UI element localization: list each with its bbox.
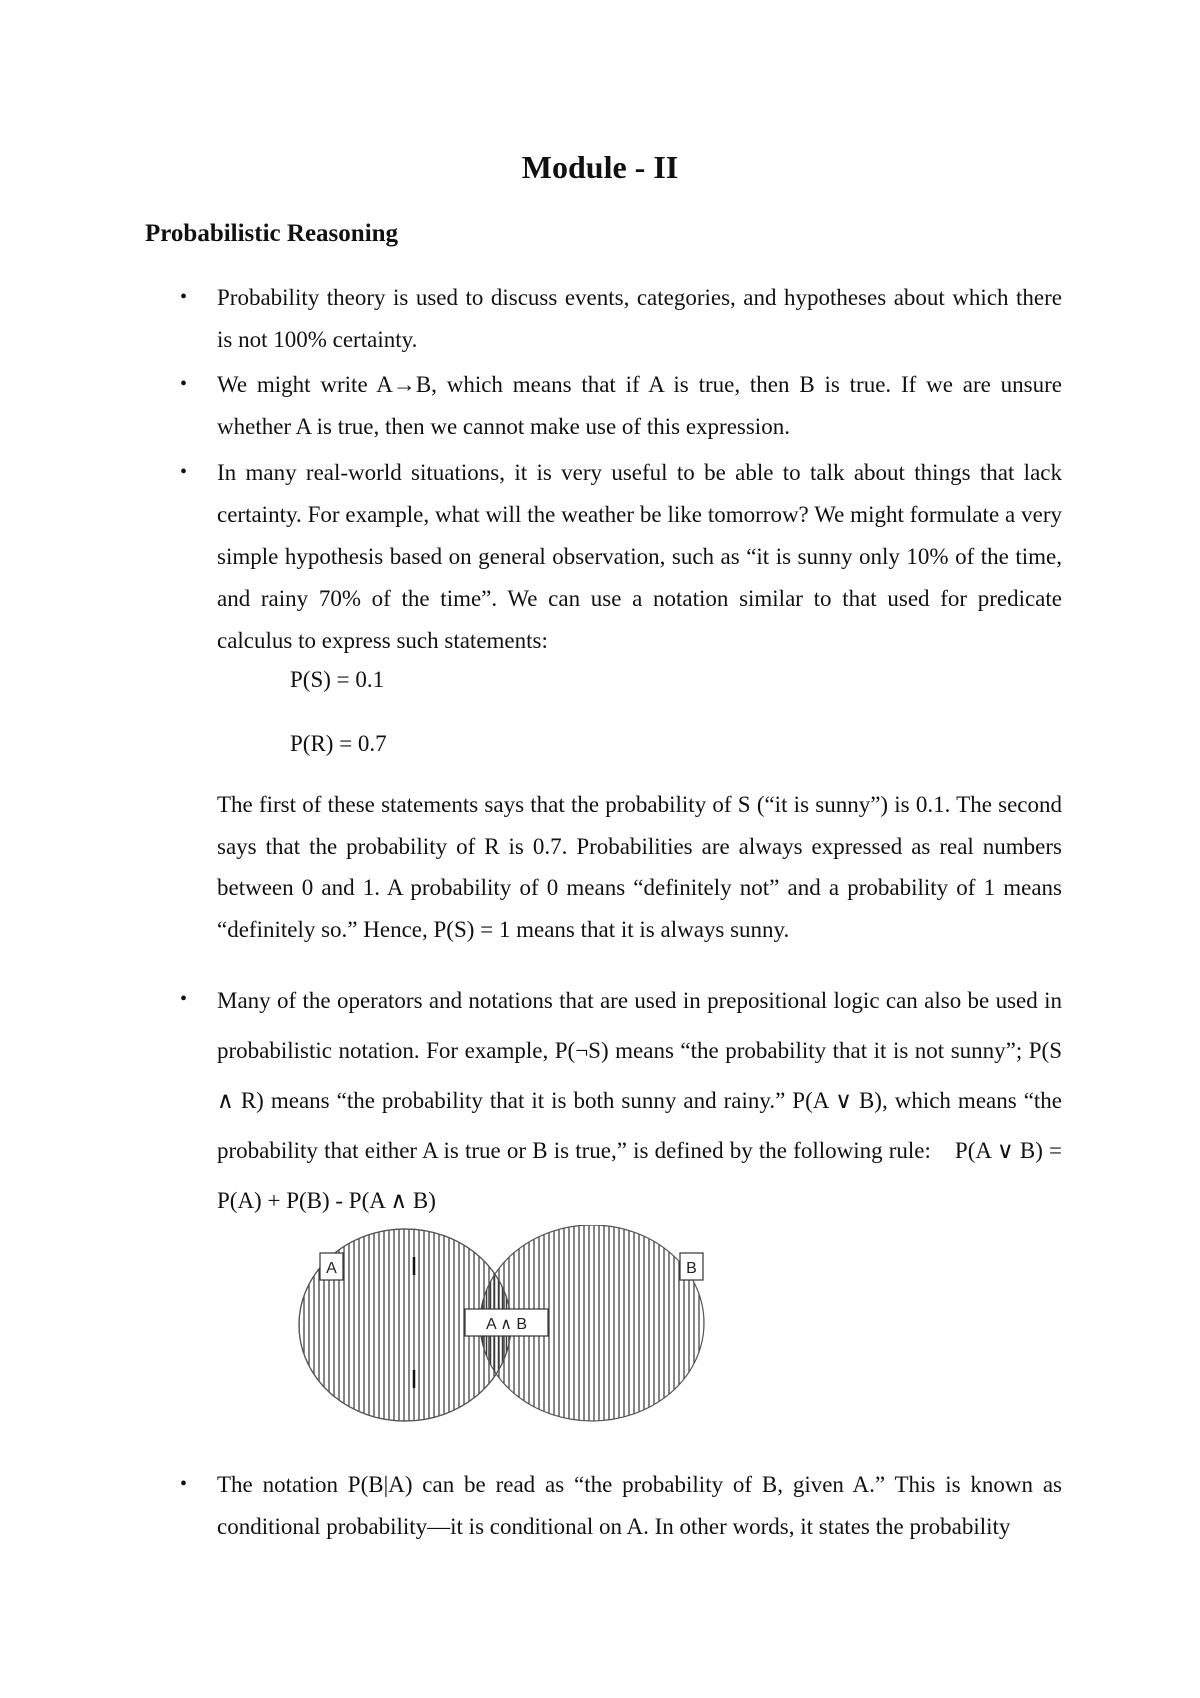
bullet-marker: • bbox=[180, 286, 188, 308]
bullet-marker: • bbox=[180, 988, 188, 1010]
venn-diagram bbox=[297, 1225, 727, 1425]
bullet-text-2: We might write A→B, which means that if A is true, then B is true. If we are unsure whether A is true, then we cannot make use of this expression. bbox=[217, 372, 1062, 439]
label-b: B bbox=[686, 1260, 697, 1277]
bullet-text-1: Probability theory is used to discuss events, categories, and hypotheses about which there is not 100% certainty. bbox=[217, 285, 1062, 352]
explanation-paragraph: The first of these statements says that the probability of S (“it is sunny”) is 0.1. The second says that the probability of R is 0.7. Probabilities are always expressed as real numbers between 0 and 1. A probability of 0 means “definitely not” and a probability of 1 means “definitely so.” Hence, P(S) = 1 means that it is always sunny. bbox=[217, 792, 1062, 942]
label-intersection: A ∧ B bbox=[485, 1316, 528, 1333]
bullet-text-5: The notation P(B|A) can be read as “the probability of B, given A.” This is known as conditional probability—it is conditional on A. In other words, it states the probability bbox=[217, 1472, 1062, 1539]
bullet-text-4-body: Many of the operators and notations that are used in prepositional logic can also be used in probabilistic notation. For example, P(¬S) means “the probability that it is not sunny”; P(S ∧ R) means “the probability that it is both sunny and rainy.” P(A ∨ B), which means “the probability that either A is true or B is true,” is defined by the following rule: bbox=[217, 988, 1062, 1163]
equation-rainy: P(R) = 0.7 bbox=[290, 731, 387, 756]
label-a: A bbox=[326, 1260, 337, 1277]
bullet-marker: • bbox=[180, 373, 188, 395]
probability-rule: P(A ∨ B) = P(A) + P(B) - P(A ∧ B) bbox=[217, 1138, 1062, 1213]
bullet-text-3: In many real-world situations, it is very useful to be able to talk about things that lack certainty. For example, what will the weather be like tomorrow? We might formulate a very simple hypothesis based on general observation, such as “it is sunny only 10% of the time, and rainy 70% of the time”. We can use a notation similar to that used for predicate calculus to express such statements: bbox=[217, 460, 1062, 653]
bullet-marker: • bbox=[180, 461, 188, 483]
bullet-marker: • bbox=[180, 1473, 188, 1495]
section-heading: Probabilistic Reasoning bbox=[145, 220, 399, 247]
equation-sunny: P(S) = 0.1 bbox=[290, 667, 385, 692]
page-title: Module - II bbox=[521, 149, 679, 185]
bullet-text-4 bbox=[217, 976, 1062, 1226]
